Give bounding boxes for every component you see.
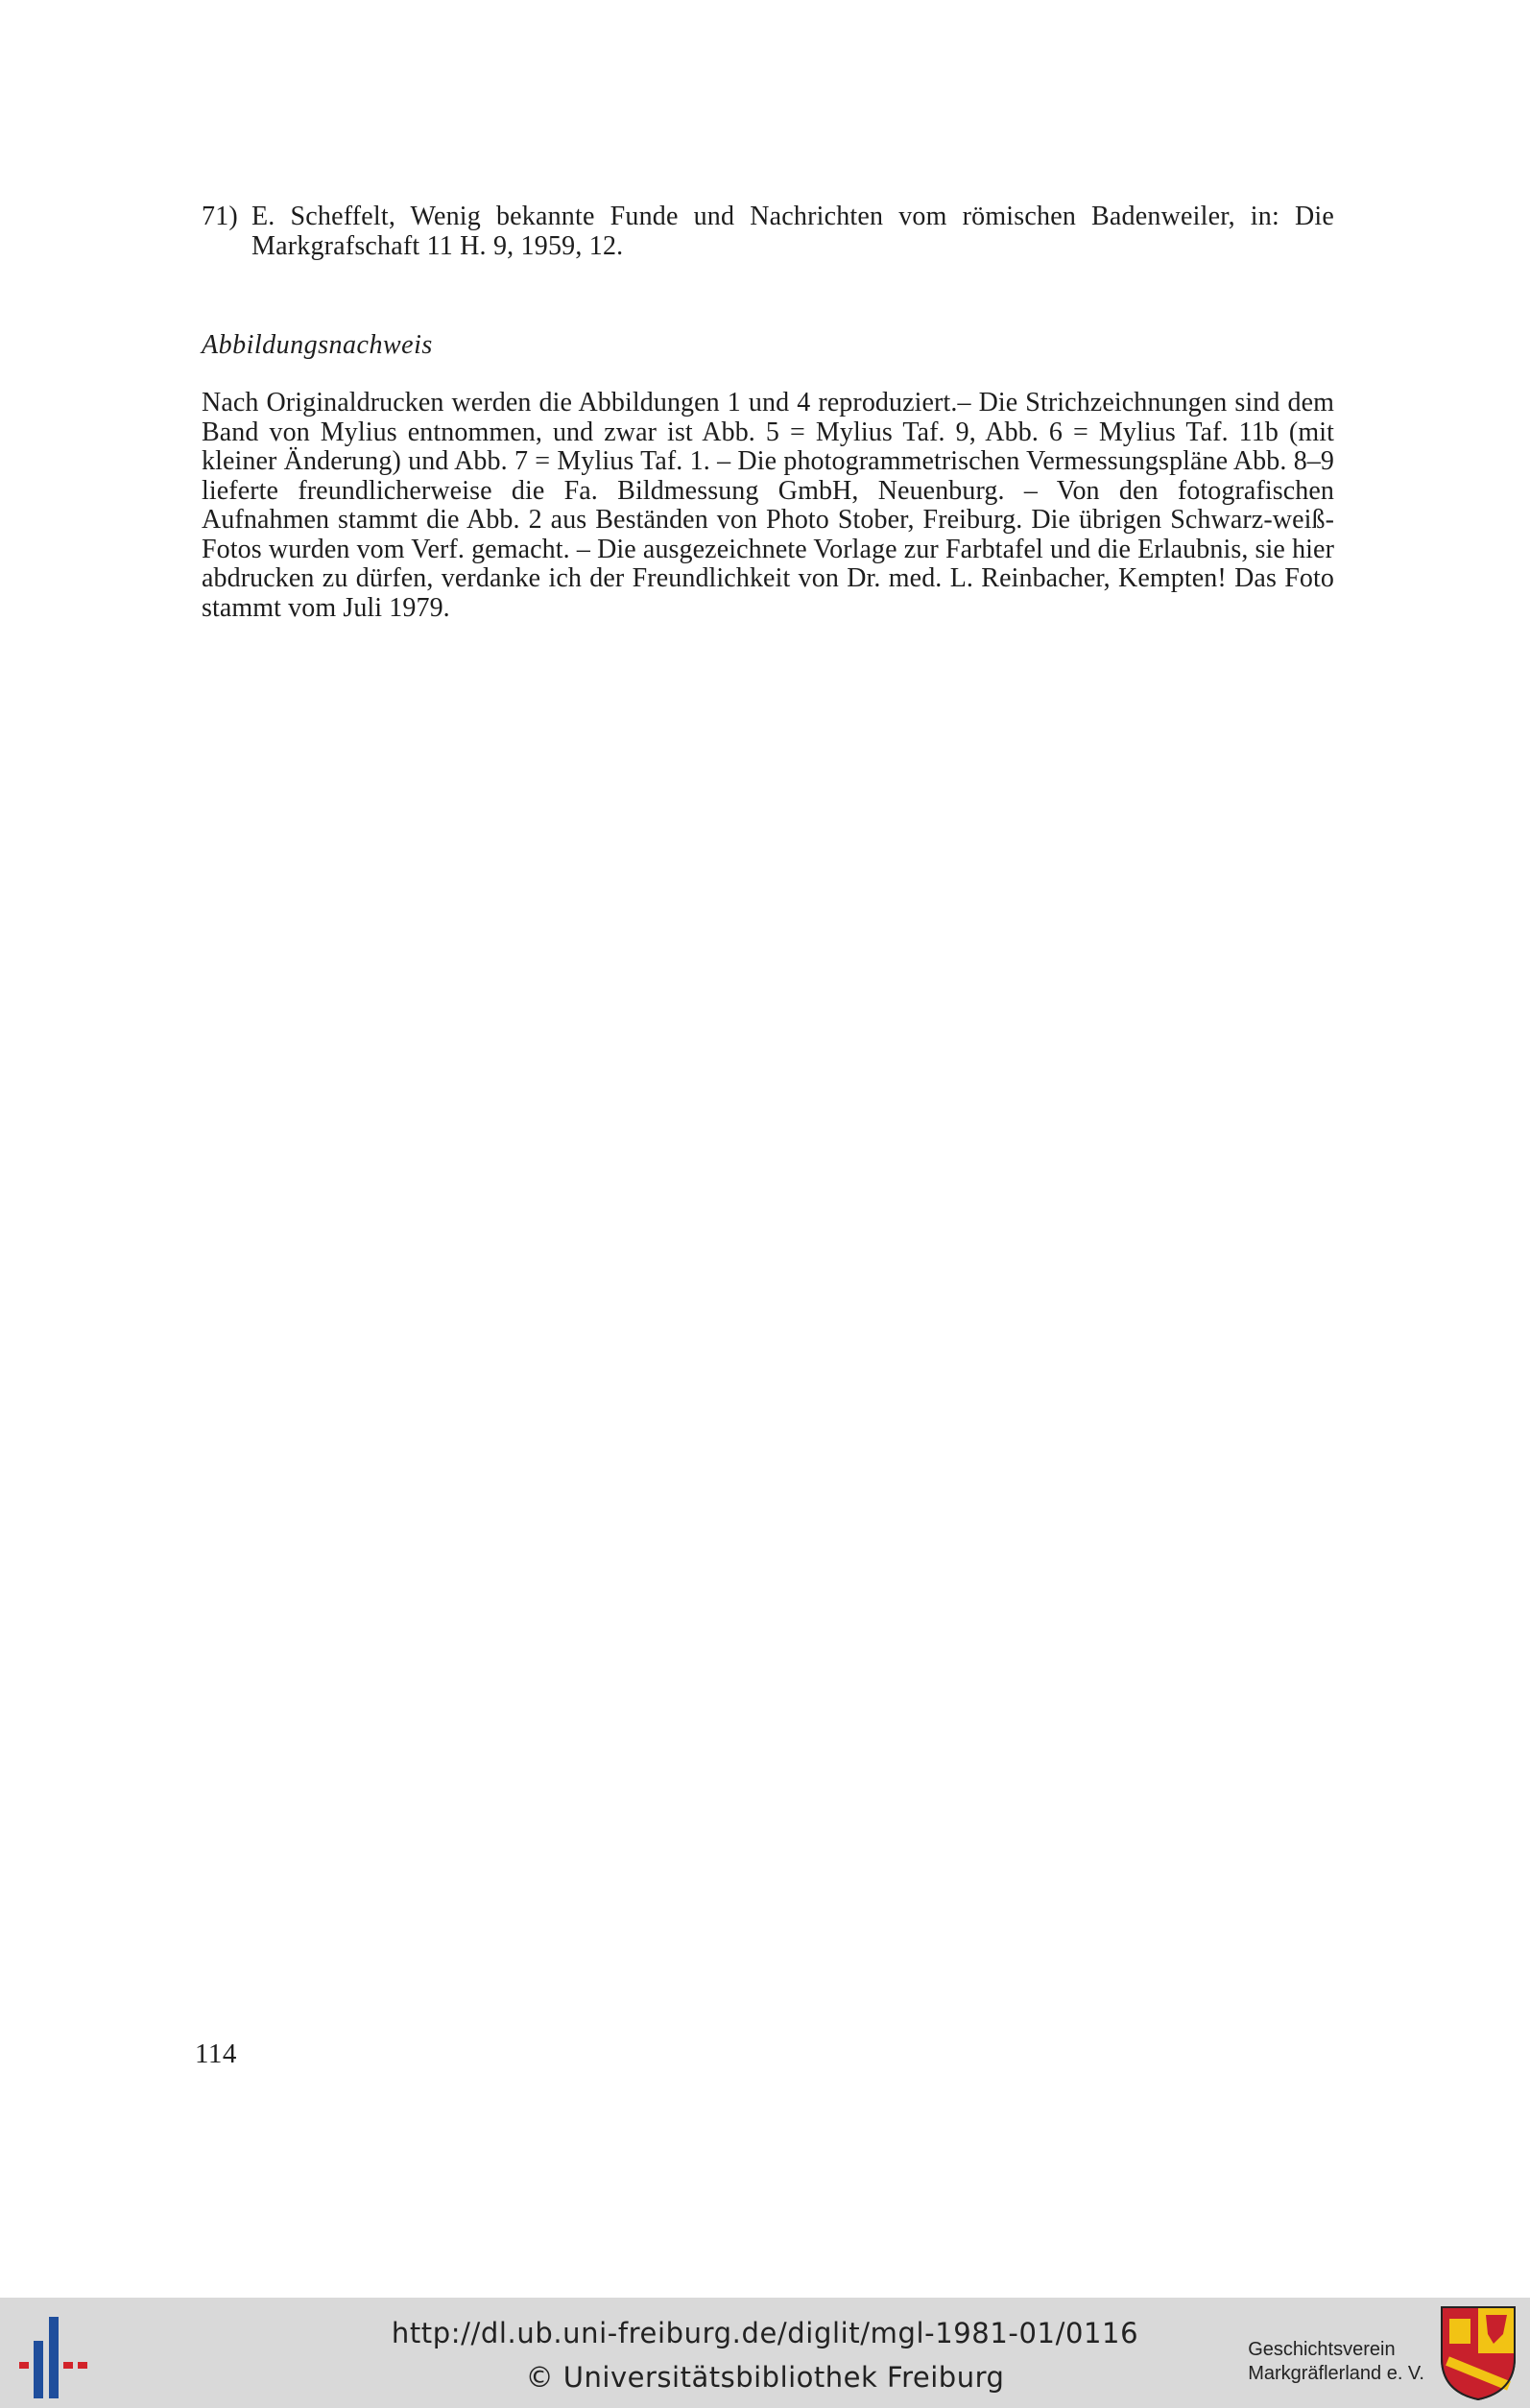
illustration-credits-paragraph: Nach Originaldrucken werden die Abbildungen 1 und 4 reproduziert.– Die Strichzeichnungen sind dem Band von Mylius entnommen, und zwar ist Abb. 5 = Mylius Taf. 9, Abb. 6 = Mylius Taf. 11b (mit kleiner Änderung) und Abb. 7 = Mylius Taf. 1. – Die photogrammetrischen Vermessungspläne Abb. 8–9 lieferte freundlicherweise die Fa. Bildmessung GmbH, Neuenburg. – Von den fotografischen Aufnahmen stammt die Abb. 2 aus Beständen von Photo Stober, Freiburg. Die übrigen Schwarz-weiß-Fotos wurden vom Verf. gemacht. – Die ausgezeichnete Vorlage zur Farbtafel und die Erlaubnis, sie hier abdrucken zu dürfen, verdanke ich der Freundlichkeit von Dr. med. L. Reinbacher, Kempten! Das Foto stammt vom Juli 1979. [202, 388, 1334, 623]
coat-of-arms-icon [1440, 2305, 1517, 2401]
page-number: 114 [195, 2038, 237, 2069]
association-line-2: Markgräflerland e. V. [1248, 2363, 1424, 2384]
footnote-text: E. Scheffelt, Wenig bekannte Funde und Nachrichten vom römischen Badenweiler, in: Die Markgrafschaft 11 H. 9, 1959, 12. [251, 202, 1334, 261]
footer-bar [0, 2298, 1530, 2408]
section-heading: Abbildungsnachweis [202, 330, 433, 360]
association-line-1: Geschichtsverein [1248, 2339, 1396, 2360]
footer-copyright: © Universitätsbibliothek Freiburg [525, 2361, 1005, 2394]
footnote-number: 71) [202, 202, 238, 231]
footer-permalink[interactable]: http://dl.ub.uni-freiburg.de/diglit/mgl-1981-01/0116 [391, 2317, 1139, 2349]
footnote-71 [202, 202, 1334, 261]
association-name [1248, 2338, 1424, 2386]
